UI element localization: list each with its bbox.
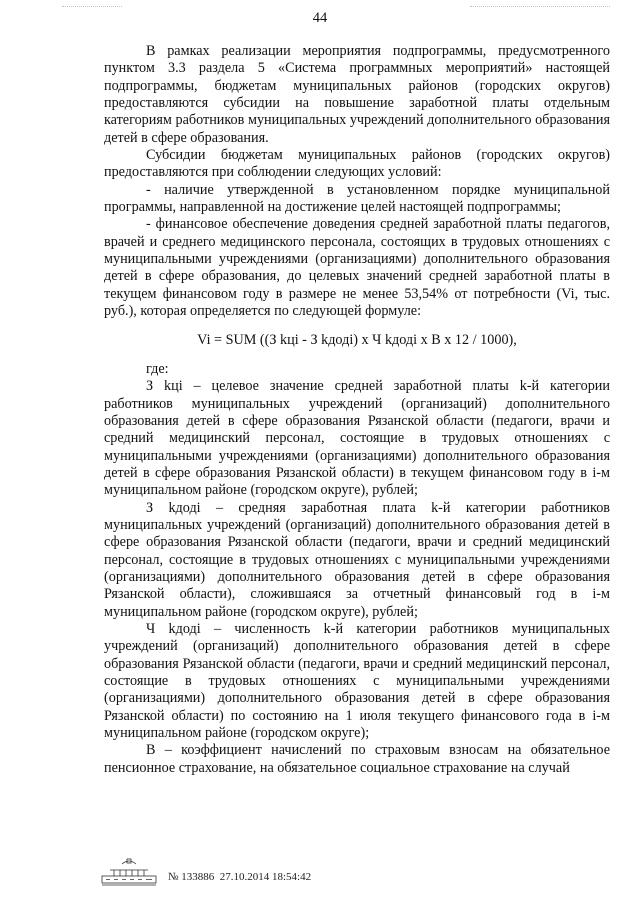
definition-average-salary: З kдодi – средняя заработная плата k-й категории работников муниципальных учреждений (организаций) дополнительного образования детей в сфере образования Рязанской области (педагоги, врачи и средний медицинский персонал, состоящие в трудовых отношениях с муниципальными учреждениями (организациями) дополнительного образования детей в сфере образования Рязанской области), сложившаяся за отчетный финансовый год в i-м муниципальном районе (городском округе), рублей; [104,499,610,620]
formula: Vi = SUM ((З kцi - З kдодi) х Ч kдодi х В х 12 / 1000), [197,331,517,348]
paragraph-intro: В рамках реализации мероприятия подпрограммы, предусмотренного пунктом 3.3 раздела 5 «Система программных мероприятий» настоящей подпрограммы, бюджетам муниципальных районов (городских округов) предоставляются субсидии на повышение заработной платы отдельным категориям работников муниципальных учреждений дополнительного образования детей в сфере образования. [104,43,610,146]
seal-stamp-icon [96,858,162,888]
definition-headcount: Ч kдодi – численность k-й категории работников муниципальных учреждений (организаций) дополнительного образования детей в сфере образования Рязанской области (педагоги, врачи и средний медицинский персонал, состоящие в трудовых отношениях с муниципальными учреждениями (организациями) дополнительного образования детей в сфере образования Рязанской области) по состоянию на 1 июля текущего финансового года в i-м муниципальном районе (городском округе); [104,621,610,742]
doc-timestamp: 27.10.2014 18:54:42 [219,871,312,883]
document-body [104,43,610,777]
where-label: где: [146,360,169,377]
condition-item-2: - финансовое обеспечение доведения средней заработной платы педагогов, врачей и среднего медицинского персонала, состоящих в трудовых отношениях с муниципальными учреждениями (организациями) дополнительного образования детей в сфере образования, до целевых значений средней заработной платы в текущем финансовом году в размере не менее 53,54% от потребности (Vi, тыс. руб.), которая определяется по следующей формуле: [104,216,610,320]
page-number: 44 [312,10,328,26]
definition-coefficient: В – коэффициент начислений по страховым взносам на обязательное пенсионное страхование, на обязательное социальное страхование на случай [104,742,610,776]
doc-number: № 133886 [168,871,215,883]
condition-item-1: - наличие утвержденной в установленном порядке муниципальной программы, направленной на достижение целей настоящей подпрограммы; [104,181,610,216]
document-footer [96,858,416,888]
paragraph-conditions: Субсидии бюджетам муниципальных районов (городских округов) предоставляются при соблюдении следующих условий: [104,147,610,181]
definition-target-salary: З kцi – целевое значение средней заработной платы k-й категории работников муниципальных учреждений (организаций) дополнительного образования детей в сфере образования Рязанской области (педагоги, врачи и средний медицинский персонал, состоящие в трудовых отношениях с муниципальными учреждениями (организациями) дополнительного образования детей в сфере образования Рязанской области) в текущем финансовом году в i-м муниципальном районе (городском округе), рублей; [104,378,610,499]
document-registration [168,871,311,883]
